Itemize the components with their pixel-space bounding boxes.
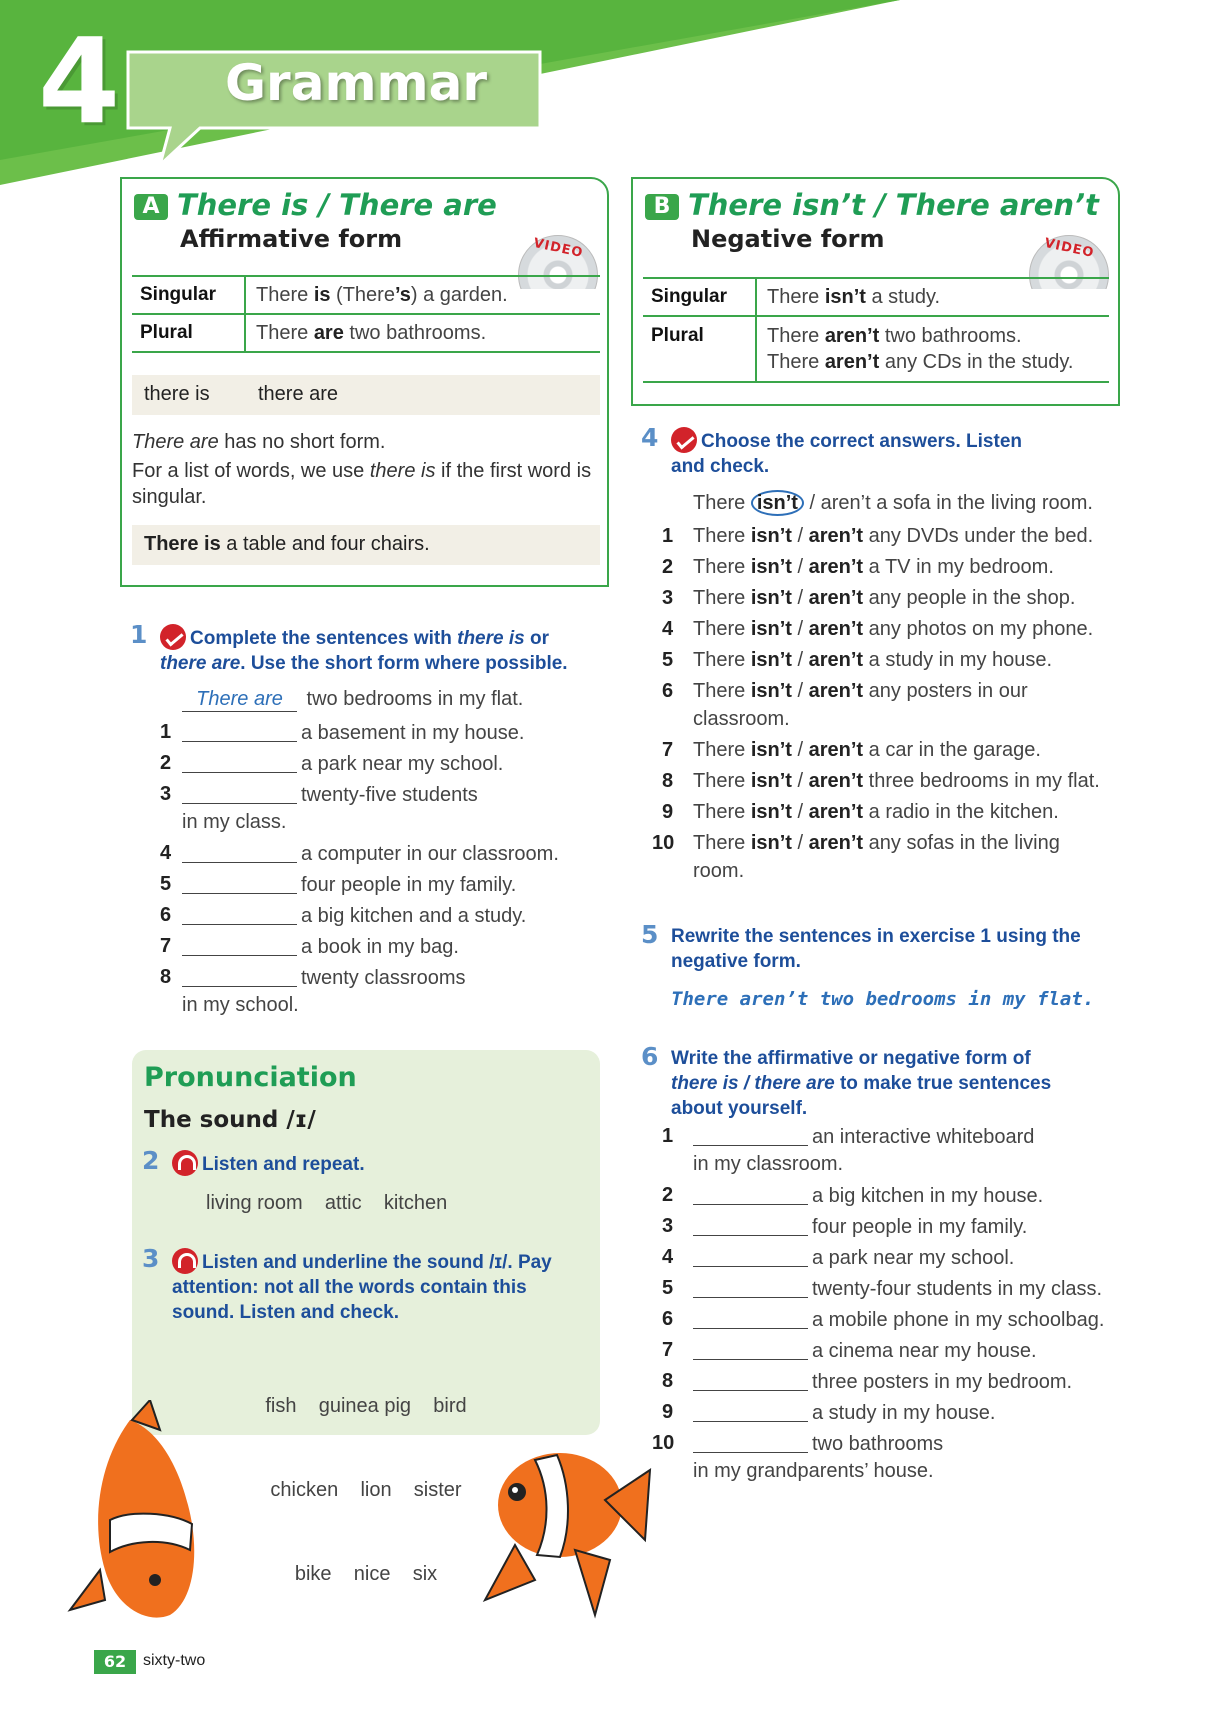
example-strip — [132, 525, 600, 565]
item-text: a big kitchen in my house. — [812, 1185, 1044, 1207]
list-item — [662, 525, 1093, 548]
item-body — [693, 770, 1100, 792]
note-list-rule: For a list of words, we use there is if the first word is singular. — [132, 460, 592, 508]
item-number: 7 — [662, 739, 674, 761]
box-b-subtitle: Negative form — [691, 225, 885, 253]
item-prefix: There — [693, 832, 751, 854]
item-number: 8 — [160, 966, 172, 988]
item-number: 1 — [160, 721, 172, 743]
row-label: Singular — [132, 276, 245, 314]
list-item — [662, 1401, 995, 1425]
item-body — [693, 1309, 1104, 1331]
item-number: 8 — [662, 1370, 674, 1392]
headphones-icon[interactable] — [172, 1150, 198, 1176]
table-row — [132, 276, 600, 314]
exercise-2-number: 2 — [142, 1146, 160, 1175]
headphones-icon[interactable] — [172, 1248, 198, 1274]
answer-blank[interactable] — [693, 1370, 808, 1391]
list-item — [652, 832, 1060, 855]
exercise-1-instruction: Complete the sentences with there is or there are. Use the short form where possible. — [160, 624, 610, 676]
item-number: 4 — [662, 1246, 674, 1268]
answer-blank[interactable] — [693, 1277, 808, 1298]
answer-blank[interactable] — [182, 873, 297, 894]
list-item — [662, 1308, 1104, 1332]
item-body — [693, 801, 1059, 823]
contraction-strip — [132, 375, 600, 415]
list-item — [160, 752, 600, 776]
item-continuation: in my classroom. — [693, 1153, 844, 1175]
item-text: four people in my family. — [301, 874, 517, 896]
grammar-box-b — [631, 177, 1120, 406]
answer-blank[interactable] — [693, 1432, 808, 1453]
item-number: 8 — [662, 770, 674, 792]
item-number: 6 — [662, 680, 674, 702]
exercise-1-example: There are two bedrooms in my flat. — [182, 688, 523, 712]
item-text: twenty classrooms — [301, 967, 466, 989]
item-body — [693, 1216, 1027, 1238]
item-text: four people in my family. — [812, 1216, 1028, 1238]
video-label: VIDEO — [1042, 235, 1096, 262]
choice-separator: / — [791, 649, 809, 671]
choice-arent[interactable]: aren’t — [808, 832, 864, 854]
item-number: 1 — [662, 1125, 674, 1147]
box-b-title: There isn’t / There aren’t — [688, 188, 1099, 222]
item-number: 2 — [662, 556, 674, 578]
item-text: three posters in my bedroom. — [812, 1371, 1073, 1393]
item-body — [693, 556, 1054, 578]
list-item — [160, 842, 600, 866]
exercise-4-number: 4 — [641, 423, 659, 452]
answer-blank[interactable] — [182, 966, 297, 987]
grammar-box-a — [120, 177, 609, 587]
pronunciation-subtitle: The sound /ɪ/ — [144, 1107, 316, 1133]
item-text: a park near my school. — [812, 1247, 1015, 1269]
list-item — [662, 1215, 1027, 1239]
item-prefix: There — [693, 680, 751, 702]
answer-blank[interactable] — [182, 783, 297, 804]
table-row — [643, 278, 1109, 316]
list-item — [662, 618, 1093, 641]
list-item — [160, 721, 600, 745]
item-body — [693, 1185, 1043, 1207]
item-body — [693, 1433, 943, 1455]
item-number: 10 — [652, 832, 675, 854]
choice-arent[interactable]: aren’t — [808, 739, 864, 761]
item-number: 3 — [160, 783, 172, 805]
item-text: a big kitchen and a study. — [301, 905, 527, 927]
item-prefix: There — [693, 739, 751, 761]
word-row: bike nice six — [294, 1563, 438, 1585]
item-body — [693, 1402, 995, 1424]
list-item — [160, 873, 600, 897]
exercise-3-number: 3 — [142, 1244, 160, 1273]
list-item — [662, 587, 1075, 610]
table-row — [643, 316, 1109, 382]
item-text: a cinema near my house. — [812, 1340, 1037, 1362]
item-number: 6 — [160, 904, 172, 926]
list-item — [662, 739, 1041, 762]
box-a-subtitle: Affirmative form — [180, 225, 403, 253]
choice-isnt[interactable]: isn’t — [750, 832, 792, 854]
item-prefix: There — [693, 801, 751, 823]
choice-separator: / — [791, 556, 809, 578]
list-item — [662, 649, 1052, 672]
item-continuation: room. — [693, 860, 745, 882]
video-label: VIDEO — [531, 235, 585, 262]
item-body — [693, 1126, 1034, 1148]
item-text: three bedrooms in my flat. — [863, 770, 1100, 792]
choice-arent[interactable]: aren’t — [808, 649, 864, 671]
row-value: There isn’t a study. — [756, 278, 1109, 316]
contraction-there-is: there is — [144, 383, 210, 405]
list-item — [160, 904, 600, 928]
item-number: 5 — [160, 873, 172, 895]
choice-arent[interactable]: aren’t — [808, 680, 864, 702]
item-number: 2 — [662, 1184, 674, 1206]
item-prefix: There — [693, 618, 751, 640]
choice-arent[interactable]: aren’t — [808, 770, 864, 792]
answer-blank[interactable] — [693, 1401, 808, 1422]
answer-blank[interactable] — [182, 904, 297, 925]
list-item — [662, 1246, 1014, 1270]
answer-blank[interactable] — [182, 935, 297, 956]
item-body — [182, 722, 524, 744]
list-example: There is a table and four chairs. — [144, 533, 430, 555]
unit-number: 4 — [38, 12, 121, 150]
item-body — [182, 753, 503, 775]
choice-separator: / — [791, 801, 809, 823]
choice-arent[interactable]: aren’t — [808, 618, 864, 640]
item-body — [182, 936, 459, 958]
item-body — [693, 525, 1093, 547]
item-body — [693, 1371, 1072, 1393]
unit-header — [0, 0, 1225, 200]
row-label: Plural — [132, 314, 245, 352]
item-body — [693, 1278, 1102, 1300]
page-title: Grammar — [225, 54, 488, 112]
item-body — [182, 843, 559, 865]
contraction-there-are: there are — [258, 383, 339, 405]
item-text: a car in the garage. — [863, 739, 1041, 761]
row-value: There is (There’s) a garden. — [245, 276, 600, 314]
answer-blank[interactable] — [693, 1125, 808, 1146]
list-item — [662, 801, 1059, 824]
item-text: a park near my school. — [301, 753, 504, 775]
choice-arent[interactable]: aren’t — [808, 801, 864, 823]
item-body — [693, 587, 1075, 609]
item-continuation: classroom. — [693, 708, 790, 730]
item-text: any DVDs under the bed. — [863, 525, 1094, 547]
exercise-6-instruction: Write the affirmative or negative form of there is / there are to make true sentences about yourself. — [671, 1048, 1052, 1119]
item-text: any photos on my phone. — [863, 618, 1094, 640]
item-body — [693, 680, 1028, 702]
item-text: a basement in my house. — [301, 722, 525, 744]
exercise-6-number: 6 — [641, 1042, 659, 1071]
word-row: fish guinea pig bird — [265, 1395, 467, 1417]
choice-separator: / — [791, 680, 809, 702]
answer-blank[interactable] — [182, 842, 297, 863]
item-number: 7 — [662, 1339, 674, 1361]
choice-arent[interactable]: aren’t — [808, 556, 864, 578]
item-number: 1 — [662, 525, 674, 547]
list-item — [652, 1432, 944, 1456]
pencil-icon — [160, 624, 186, 650]
choice-isnt[interactable]: isn’t — [750, 587, 792, 609]
item-prefix: There — [693, 525, 751, 547]
exercise-2-instruction: Listen and repeat. — [172, 1150, 365, 1177]
clownfish-right-illustration — [475, 1430, 655, 1620]
item-number: 9 — [662, 801, 674, 823]
list-item — [662, 1125, 1034, 1149]
item-text: any sofas in the living — [863, 832, 1060, 854]
answer-blank[interactable] — [693, 1339, 808, 1360]
row-label: Plural — [643, 316, 756, 382]
note-short-form: There are has no short form. — [132, 431, 386, 453]
list-item — [662, 556, 1054, 579]
choice-separator: / — [791, 770, 809, 792]
item-text: two bathrooms — [812, 1433, 944, 1455]
item-number: 9 — [662, 1401, 674, 1423]
word-row: chicken lion sister — [270, 1479, 462, 1501]
choice-isnt[interactable]: isn’t — [750, 618, 792, 640]
pronunciation-panel — [132, 1050, 600, 1585]
exercise-5-instruction: Rewrite the sentences in exercise 1 using the negative form. — [671, 926, 1081, 972]
item-continuation: in my class. — [182, 811, 287, 833]
affirmative-table — [132, 275, 600, 353]
exercise-4-example: There isn’t / aren’t a sofa in the living room. — [693, 492, 1093, 514]
choice-isnt[interactable]: isn’t — [750, 649, 792, 671]
item-text: an interactive whiteboard — [812, 1126, 1035, 1148]
choice-isnt[interactable]: isn’t — [750, 801, 792, 823]
item-body — [693, 618, 1093, 640]
choice-arent[interactable]: aren’t — [808, 587, 864, 609]
circled-answer: isn’t — [751, 490, 804, 516]
item-text: a mobile phone in my schoolbag. — [812, 1309, 1105, 1331]
item-body — [182, 905, 526, 927]
item-number: 2 — [160, 752, 172, 774]
item-text: a computer in our classroom. — [301, 843, 559, 865]
exercise-1-number: 1 — [130, 620, 148, 649]
item-text: twenty-four students in my class. — [812, 1278, 1103, 1300]
list-item — [160, 935, 600, 959]
choice-arent[interactable]: aren’t — [808, 525, 864, 547]
choice-separator: / — [791, 832, 809, 854]
item-body — [693, 739, 1041, 761]
item-number: 3 — [662, 1215, 674, 1237]
item-text: any posters in our — [863, 680, 1028, 702]
list-item — [662, 680, 1028, 703]
negative-table — [643, 277, 1109, 383]
exercise-3-instruction: Listen and underline the sound /ɪ/. Pay attention: not all the words contain this sound. Listen and check. — [172, 1248, 552, 1325]
item-text: a radio in the kitchen. — [863, 801, 1059, 823]
choice-isnt[interactable]: isn’t — [750, 739, 792, 761]
choice-isnt[interactable]: isn’t — [750, 556, 792, 578]
item-text: any people in the shop. — [863, 587, 1076, 609]
item-number: 4 — [160, 842, 172, 864]
exercise-5-number: 5 — [641, 920, 659, 949]
header-banner-shape — [0, 0, 1225, 200]
item-body — [693, 1247, 1014, 1269]
item-text: a study in my house. — [812, 1402, 996, 1424]
item-continuation: in my school. — [182, 994, 299, 1016]
example-answer: There are — [182, 688, 297, 712]
exercise-2-words: living room attic kitchen — [206, 1192, 448, 1214]
item-number: 7 — [160, 935, 172, 957]
item-text: a study in my house. — [863, 649, 1053, 671]
exercise-4-instruction: Choose the correct answers. Listen and check. — [671, 427, 1022, 479]
item-continuation: in my grandparents’ house. — [693, 1460, 934, 1482]
item-number: 5 — [662, 1277, 674, 1299]
choice-isnt[interactable]: isn’t — [750, 770, 792, 792]
list-item — [662, 1339, 1037, 1363]
answer-blank[interactable] — [693, 1184, 808, 1205]
item-body — [693, 649, 1052, 671]
item-text: a book in my bag. — [301, 936, 459, 958]
choice-separator: / — [791, 739, 809, 761]
list-item — [662, 1370, 1072, 1394]
item-prefix: There — [693, 556, 751, 578]
answer-blank[interactable] — [693, 1215, 808, 1236]
answer-blank[interactable] — [693, 1246, 808, 1267]
item-number: 3 — [662, 587, 674, 609]
item-prefix: There — [693, 770, 751, 792]
answer-blank[interactable] — [693, 1308, 808, 1329]
item-number: 4 — [662, 618, 674, 640]
item-prefix: There — [693, 649, 751, 671]
list-item — [662, 1277, 1102, 1301]
row-value: There aren’t two bathrooms. There aren’t any CDs in the study. — [756, 316, 1109, 382]
choice-separator: / — [791, 587, 809, 609]
box-b-letter: B — [645, 194, 679, 220]
item-number: 6 — [662, 1308, 674, 1330]
item-body — [693, 1340, 1037, 1362]
choice-isnt[interactable]: isn’t — [750, 680, 792, 702]
item-number: 10 — [652, 1432, 675, 1454]
table-row — [132, 314, 600, 352]
item-number: 5 — [662, 649, 674, 671]
box-a-title: There is / There are — [177, 188, 497, 222]
list-item — [662, 1184, 1043, 1208]
choice-separator: / — [791, 618, 809, 640]
item-text: twenty-five students — [301, 784, 478, 806]
pencil-icon — [671, 427, 697, 453]
answer-blank[interactable] — [182, 752, 297, 773]
exercise-5-example: There aren’t two bedrooms in my flat. — [671, 988, 1095, 1010]
list-item — [160, 966, 600, 990]
list-item — [662, 770, 1100, 793]
item-body — [182, 967, 466, 989]
pronunciation-title: Pronunciation — [144, 1062, 357, 1093]
page-number: 62 — [94, 1650, 136, 1674]
item-text: a TV in my bedroom. — [863, 556, 1054, 578]
answer-blank[interactable] — [182, 721, 297, 742]
item-prefix: There — [693, 587, 751, 609]
choice-separator: / — [791, 525, 809, 547]
row-label: Singular — [643, 278, 756, 316]
row-value: There are two bathrooms. — [245, 314, 600, 352]
clownfish-left-illustration — [60, 1400, 210, 1640]
list-item — [160, 783, 600, 807]
item-body — [693, 832, 1060, 854]
page-number-words: sixty-two — [143, 1652, 206, 1669]
item-body — [182, 784, 478, 806]
item-body — [182, 874, 516, 896]
choice-isnt[interactable]: isn’t — [750, 525, 792, 547]
box-a-letter: A — [134, 194, 168, 220]
